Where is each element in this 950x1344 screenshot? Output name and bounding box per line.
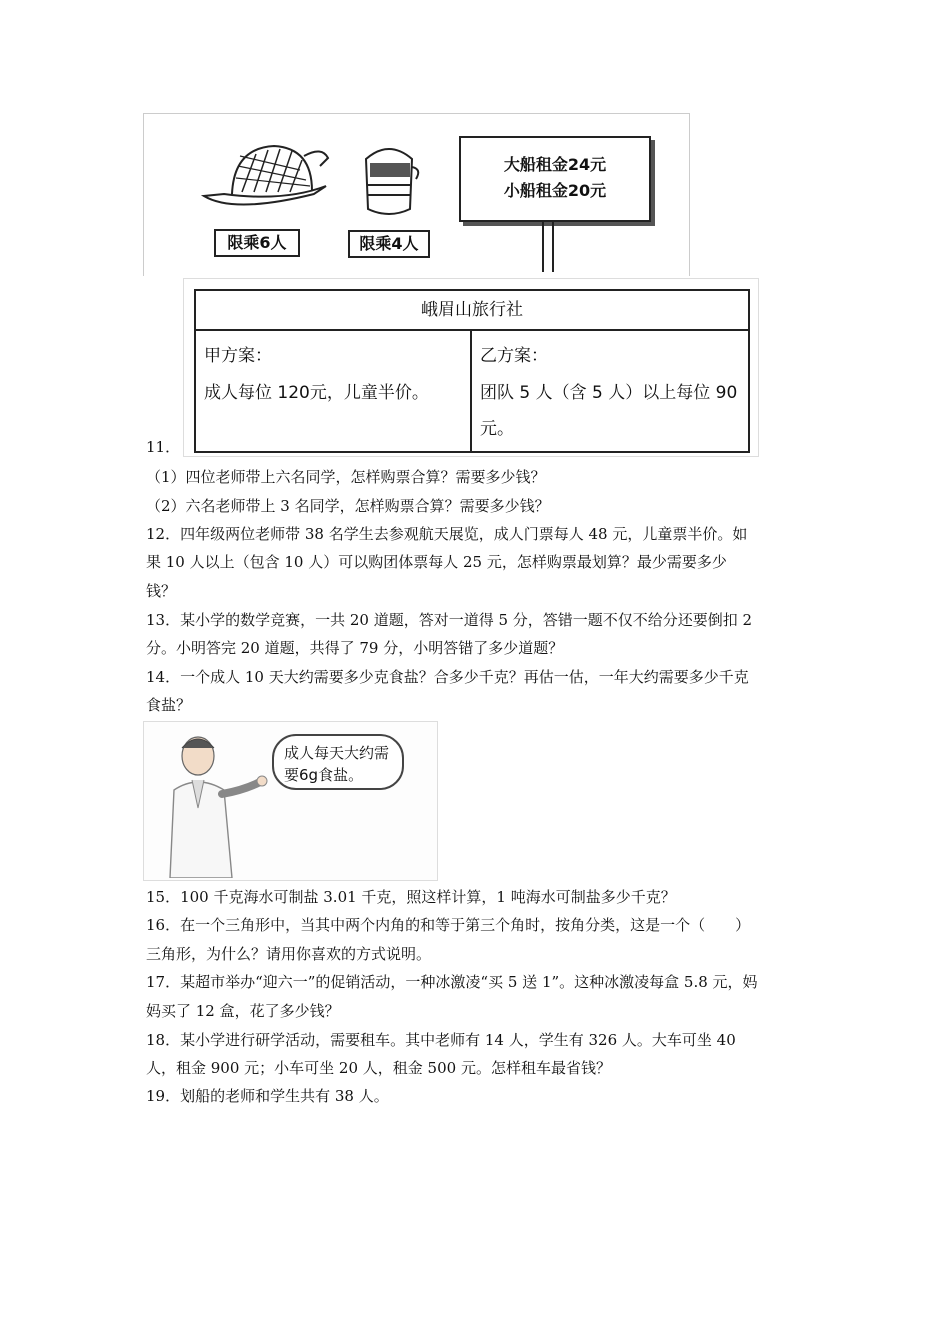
speech-bubble — [272, 734, 404, 790]
doctor-figure — [143, 721, 438, 881]
agency-table — [194, 289, 750, 453]
agency-table-figure — [183, 278, 759, 457]
rental-sign — [459, 136, 651, 222]
plan-a-heading: 甲方案： — [204, 346, 272, 366]
q18-line1: 18．某小学进行研学活动，需要租车。其中老师有 14 人，学生有 326 人。大车可坐 40 — [146, 1031, 736, 1049]
plan-b-heading: 乙方案： — [480, 346, 548, 366]
q13-line1: 13．某小学的数学竞赛，一共 20 道题，答对一道得 5 分，答错一题不仅不给分还要倒扣 2 — [146, 611, 753, 629]
q12-line2: 果 10 人以上（包含 10 人）可以购团体票每人 25 元，怎样购票最划算？最少需要多少 — [146, 553, 727, 571]
q14-line2: 食盐？ — [146, 696, 192, 714]
big-boat-icon — [194, 136, 334, 226]
q15-line1: 15．100 千克海水可制盐 3.01 千克，照这样计算，1 吨海水可制盐多少千克？ — [146, 888, 676, 906]
plan-b-cell — [472, 331, 748, 451]
q16-line1: 16．在一个三角形中，当其中两个内角的和等于第三个角时，按角分类，这是一个（ ） — [146, 916, 751, 934]
sign-big-boat-price: 大船租金24元 — [503, 155, 607, 174]
plan-a-cell — [196, 331, 472, 451]
q18-line2: 人，租金 900 元；小车可坐 20 人，租金 500 元。怎样租车最省钱？ — [146, 1059, 611, 1077]
boats-figure — [143, 113, 690, 276]
q16-line2: 三角形，为什么？请用你喜欢的方式说明。 — [146, 945, 432, 963]
q11-sub1: （1）四位老师带上六名同学，怎样购票合算？需要多少钱？ — [146, 468, 546, 486]
big-boat-capacity: 限乘6人 — [214, 229, 300, 257]
bubble-line2: 要6g食盐。 — [284, 766, 364, 784]
q12-line3: 钱？ — [146, 582, 177, 600]
q11-sub2: （2）六名老师带上 3 名同学，怎样购票合算？需要多少钱？ — [146, 497, 550, 515]
small-boat-capacity: 限乘4人 — [348, 230, 430, 258]
plan-a-text: 成人每位 120元，儿童半价。 — [204, 383, 429, 403]
q14-line1: 14．一个成人 10 天大约需要多少克食盐？合多少千克？再估一估，一年大约需要多少千克 — [146, 668, 749, 686]
q13-line2: 分。小明答完 20 道题，共得了 79 分，小明答错了多少道题？ — [146, 639, 564, 657]
agency-title: 峨眉山旅行社 — [196, 291, 748, 331]
q11-number: 11． — [146, 438, 181, 456]
q19-line1: 19．划船的老师和学生共有 38 人。 — [146, 1087, 389, 1105]
q12-line1: 12．四年级两位老师带 38 名学生去参观航天展览，成人门票每人 48 元，儿童票半价。如 — [146, 525, 748, 543]
q17-line2: 妈买了 12 盒，花了多少钱？ — [146, 1002, 340, 1020]
doctor-icon — [152, 728, 272, 878]
q17-line1: 17．某超市举办“迎六一”的促销活动，一种冰激凌“买 5 送 1”。这种冰激凌每盒 5.8 元，妈 — [146, 973, 758, 991]
plan-b-text: 团队 5 人（含 5 人）以上每位 90元。 — [480, 383, 738, 439]
sign-post — [542, 222, 554, 272]
bubble-line1: 成人每天大约需 — [284, 744, 390, 762]
small-boat-icon — [354, 139, 424, 224]
sign-small-boat-price: 小船租金20元 — [503, 181, 607, 200]
